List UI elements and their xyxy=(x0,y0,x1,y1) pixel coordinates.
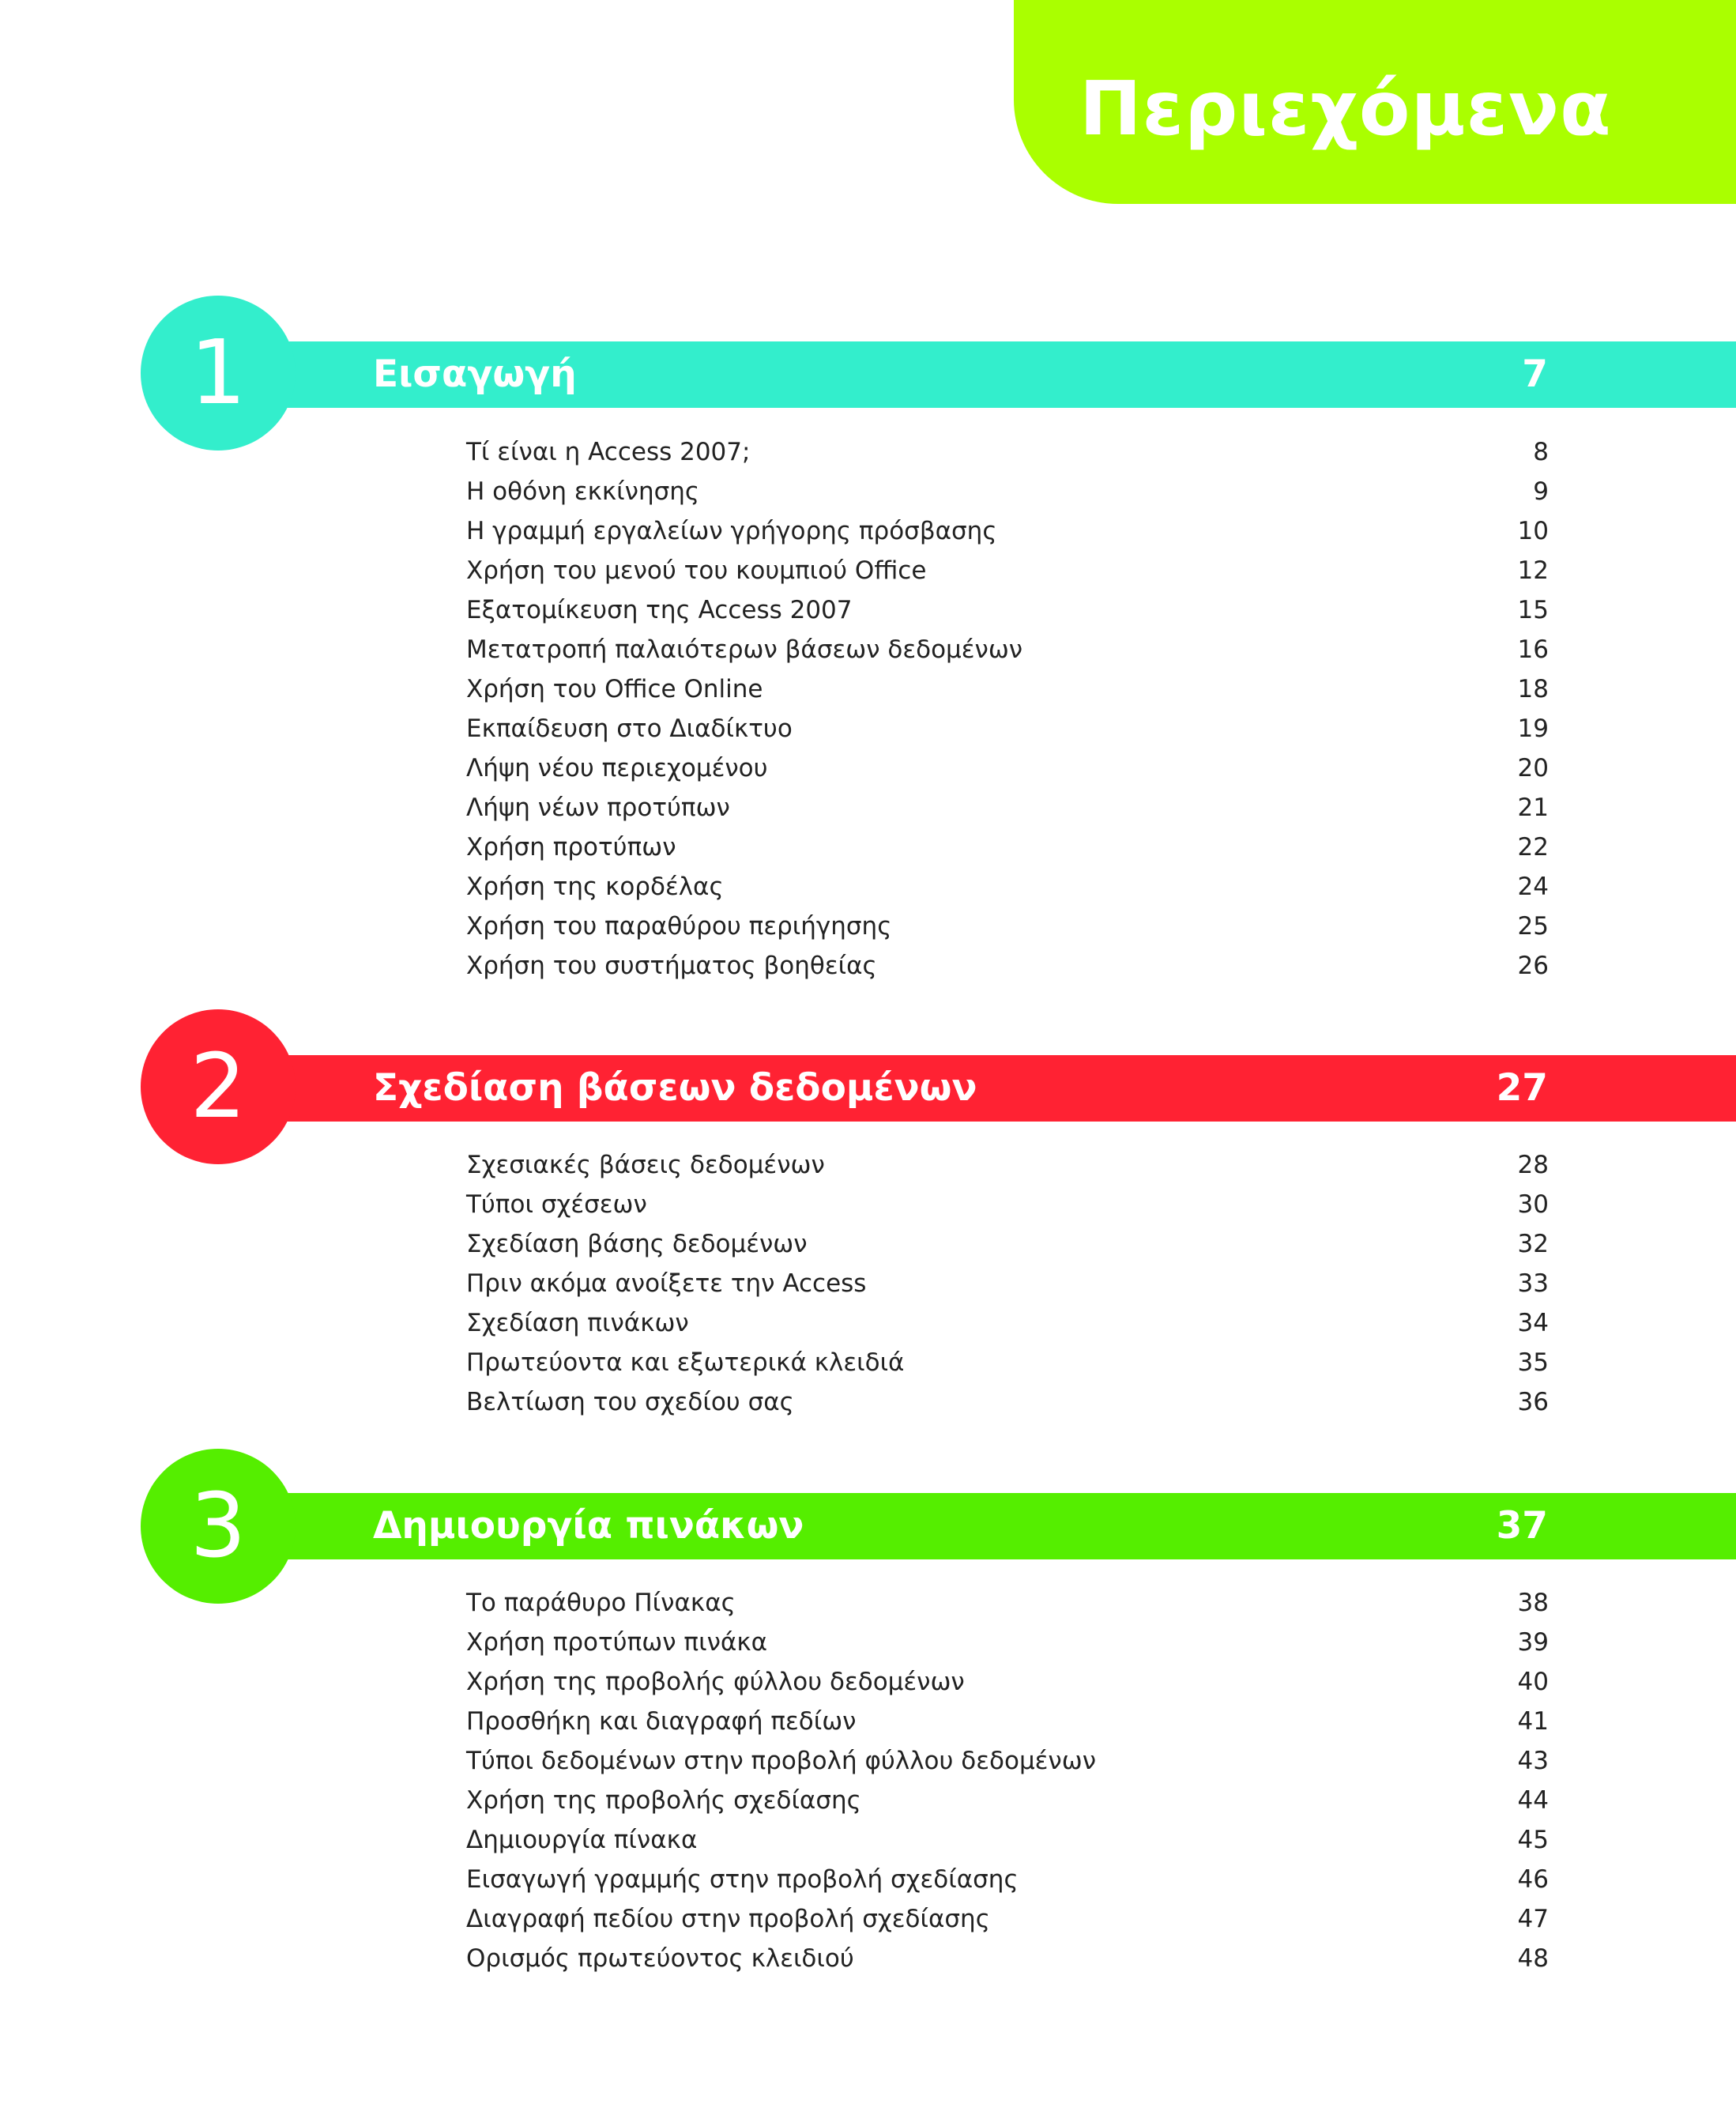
toc-entry-title: Χρήση της προβολής σχεδίασης xyxy=(466,1786,861,1815)
toc-entry[interactable] xyxy=(466,432,1549,472)
toc-entry-page: 21 xyxy=(1517,794,1549,822)
toc-entry-title: Χρήση της κορδέλας xyxy=(466,873,724,901)
toc-entry-title: Χρήση του Office Online xyxy=(466,675,763,703)
toc-entry-page: 26 xyxy=(1517,952,1549,980)
toc-entry[interactable] xyxy=(466,1820,1549,1860)
toc-entry-page: 32 xyxy=(1517,1230,1549,1258)
toc-entry-page: 39 xyxy=(1517,1628,1549,1657)
toc-entry-page: 22 xyxy=(1517,833,1549,862)
toc-entry[interactable] xyxy=(466,907,1549,946)
toc-entry[interactable] xyxy=(466,472,1549,511)
toc-entry[interactable] xyxy=(466,1899,1549,1939)
toc-entry-page: 16 xyxy=(1517,635,1549,664)
toc-entry-title: Χρήση προτύπων πινάκα xyxy=(466,1628,768,1657)
chapter-3-title[interactable]: Δημιουργία πινάκων xyxy=(373,1504,804,1548)
toc-entry-page: 8 xyxy=(1533,438,1549,466)
toc-entry[interactable] xyxy=(466,669,1549,709)
toc-entry-title: Η γραμμή εργαλείων γρήγορης πρόσβασης xyxy=(466,517,997,545)
chapter-2-title[interactable]: Σχεδίαση βάσεων δεδομένων xyxy=(373,1066,977,1110)
toc-entry-page: 43 xyxy=(1517,1747,1549,1775)
toc-entry-page: 34 xyxy=(1517,1309,1549,1337)
chapter-1-title[interactable]: Εισαγωγή xyxy=(373,353,577,396)
chapter-1-page: 7 xyxy=(1522,353,1548,396)
toc-entry[interactable] xyxy=(466,828,1549,867)
toc-entry-title: Λήψη νέου περιεχομένου xyxy=(466,754,768,782)
toc-entry-title: Ορισμός πρωτεύοντος κλειδιού xyxy=(466,1944,854,1973)
toc-entry[interactable] xyxy=(466,630,1549,669)
chapter-3-number-badge xyxy=(141,1449,296,1604)
toc-entry-title: Τύποι σχέσεων xyxy=(466,1190,647,1219)
toc-entry[interactable] xyxy=(466,788,1549,828)
toc-entry[interactable] xyxy=(466,590,1549,630)
toc-entry-page: 24 xyxy=(1517,873,1549,901)
toc-entry-page: 47 xyxy=(1517,1905,1549,1933)
toc-entry-title: Τί είναι η Access 2007; xyxy=(466,438,751,466)
toc-entry-title: Χρήση του μενού του κουμπιού Office xyxy=(466,556,927,585)
toc-entry[interactable] xyxy=(466,1623,1549,1662)
toc-entry-title: Χρήση της προβολής φύλλου δεδομένων xyxy=(466,1668,965,1696)
toc-entry-title: Εξατομίκευση της Access 2007 xyxy=(466,596,853,624)
chapter-2-number: 2 xyxy=(190,1035,247,1138)
toc-entry[interactable] xyxy=(466,511,1549,551)
title-tab xyxy=(1014,0,1736,204)
toc-entry-title: Λήψη νέων προτύπων xyxy=(466,794,730,822)
toc-entry-page: 36 xyxy=(1517,1388,1549,1416)
toc-entry-title: Χρήση προτύπων xyxy=(466,833,676,862)
toc-entry-page: 35 xyxy=(1517,1348,1549,1377)
toc-entry-page: 15 xyxy=(1517,596,1549,624)
chapter-2-number-badge xyxy=(141,1009,296,1164)
page-title: Περιεχόμενα xyxy=(1079,66,1612,153)
toc-entry-page: 10 xyxy=(1517,517,1549,545)
toc-entry-page: 38 xyxy=(1517,1589,1549,1617)
toc-entry[interactable] xyxy=(466,1583,1549,1623)
toc-entry-title: Σχεδίαση πινάκων xyxy=(466,1309,689,1337)
toc-entry-page: 19 xyxy=(1517,715,1549,743)
toc-entry[interactable] xyxy=(466,1662,1549,1702)
chapter-2-page: 27 xyxy=(1496,1066,1548,1110)
toc-entry-page: 40 xyxy=(1517,1668,1549,1696)
toc-entry-title: Μετατροπή παλαιότερων βάσεων δεδομένων xyxy=(466,635,1023,664)
toc-entry-title: Εισαγωγή γραμμής στην προβολή σχεδίασης xyxy=(466,1865,1019,1894)
toc-entry-title: Σχεδίαση βάσης δεδομένων xyxy=(466,1230,808,1258)
chapter-1-number-badge xyxy=(141,296,296,451)
toc-entry-page: 12 xyxy=(1517,556,1549,585)
toc-entry-title: Το παράθυρο Πίνακας xyxy=(466,1589,736,1617)
toc-entry[interactable] xyxy=(466,1264,1549,1303)
chapter-3-entries xyxy=(466,1583,1549,1978)
toc-entry-title: Δημιουργία πίνακα xyxy=(466,1826,698,1854)
toc-entry-page: 45 xyxy=(1517,1826,1549,1854)
toc-entry-title: Πρωτεύοντα και εξωτερικά κλειδιά xyxy=(466,1348,905,1377)
toc-entry[interactable] xyxy=(466,551,1549,590)
toc-entry[interactable] xyxy=(466,1185,1549,1224)
toc-entry[interactable] xyxy=(466,748,1549,788)
chapter-3-page: 37 xyxy=(1496,1504,1548,1548)
toc-entry-page: 48 xyxy=(1517,1944,1549,1973)
toc-entry[interactable] xyxy=(466,1702,1549,1741)
toc-entry-page: 28 xyxy=(1517,1151,1549,1179)
toc-entry-title: Χρήση του παραθύρου περιήγησης xyxy=(466,912,892,941)
toc-entry[interactable] xyxy=(466,1939,1549,1978)
toc-entry-page: 18 xyxy=(1517,675,1549,703)
toc-entry[interactable] xyxy=(466,1145,1549,1185)
toc-entry-title: Εκπαίδευση στο Διαδίκτυο xyxy=(466,715,793,743)
toc-entry-page: 44 xyxy=(1517,1786,1549,1815)
chapter-1-entries xyxy=(466,432,1549,986)
toc-entry[interactable] xyxy=(466,1382,1549,1422)
toc-entry-page: 25 xyxy=(1517,912,1549,941)
toc-entry-page: 20 xyxy=(1517,754,1549,782)
toc-entry-page: 46 xyxy=(1517,1865,1549,1894)
toc-entry-page: 30 xyxy=(1517,1190,1549,1219)
chapter-1-number: 1 xyxy=(190,322,247,424)
toc-entry-page: 9 xyxy=(1533,477,1549,506)
toc-entry-title: Βελτίωση του σχεδίου σας xyxy=(466,1388,794,1416)
toc-entry-title: Η οθόνη εκκίνησης xyxy=(466,477,700,506)
toc-entry-page: 41 xyxy=(1517,1707,1549,1736)
toc-entry-page: 33 xyxy=(1517,1269,1549,1298)
toc-entry[interactable] xyxy=(466,709,1549,748)
toc-entry[interactable] xyxy=(466,1860,1549,1899)
toc-entry[interactable] xyxy=(466,867,1549,907)
toc-entry-title: Πριν ακόμα ανοίξετε την Access xyxy=(466,1269,867,1298)
chapter-3-number: 3 xyxy=(190,1475,247,1578)
toc-entry-title: Διαγραφή πεδίου στην προβολή σχεδίασης xyxy=(466,1905,990,1933)
toc-entry-title: Τύποι δεδομένων στην προβολή φύλλου δεδομένων xyxy=(466,1747,1097,1775)
toc-entry[interactable] xyxy=(466,1741,1549,1781)
toc-entry-title: Σχεσιακές βάσεις δεδομένων xyxy=(466,1151,825,1179)
toc-entry-title: Χρήση του συστήματος βοηθείας xyxy=(466,952,877,980)
toc-entry[interactable] xyxy=(466,946,1549,986)
toc-entry[interactable] xyxy=(466,1303,1549,1343)
toc-entry-title: Προσθήκη και διαγραφή πεδίων xyxy=(466,1707,857,1736)
toc-entry[interactable] xyxy=(466,1781,1549,1820)
toc-entry[interactable] xyxy=(466,1343,1549,1382)
chapter-2-entries xyxy=(466,1145,1549,1422)
toc-entry[interactable] xyxy=(466,1224,1549,1264)
